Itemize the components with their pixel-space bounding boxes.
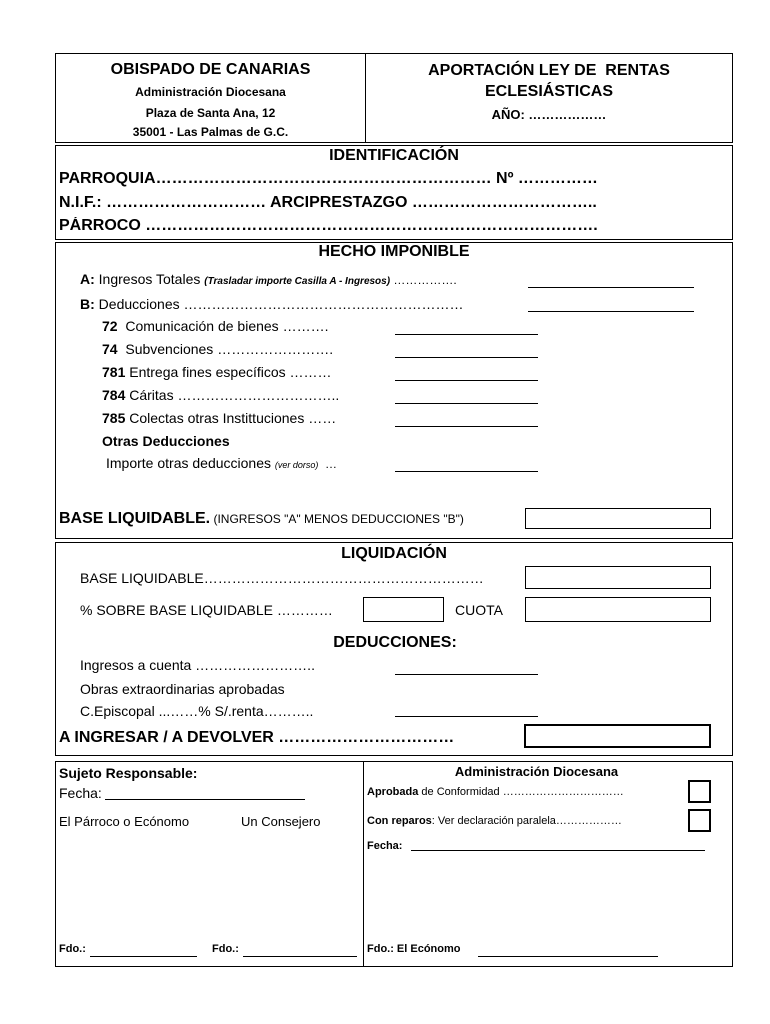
admin-fecha-label: Fecha:	[367, 840, 403, 852]
fdo-consejero-label: Fdo.:	[212, 943, 239, 955]
admin-fecha-input[interactable]	[411, 850, 705, 851]
parroco-field[interactable]: PÁRROCO ………………………………………………………………………….	[59, 217, 598, 234]
sujeto-responsable-label: Sujeto Responsable:	[59, 765, 198, 781]
a-note: (Trasladar importe Casilla A - Ingresos)	[204, 276, 391, 287]
deduccion-code: 74	[102, 341, 118, 357]
deducciones-label	[80, 296, 510, 312]
c-episcopal-input[interactable]	[395, 716, 538, 717]
ingresos-a-cuenta-label: Ingresos a cuenta ……………………..	[80, 657, 315, 673]
base-liquidable-label	[59, 510, 519, 528]
a-dots: …………….	[390, 273, 457, 287]
cuota-label: CUOTA	[455, 602, 503, 618]
deduccion-label: Colectas otras Instittuciones ……	[125, 410, 337, 426]
form-title-line-1: APORTACIÓN LEY DE RENTAS	[428, 62, 670, 79]
otras-dots: …	[318, 457, 338, 471]
org-title: OBISPADO DE CANARIAS	[110, 61, 311, 78]
otras-note: (ver dorso)	[274, 460, 319, 470]
deduccion-item-781	[102, 364, 382, 380]
aprobada-rest: de Conformidad ……………………………	[418, 786, 624, 798]
aprobada-bold: Aprobada	[367, 786, 419, 798]
deduccion-781-input[interactable]	[395, 380, 538, 381]
deduccion-code: 785	[102, 410, 126, 426]
org-line-2: Plaza de Santa Ana, 12	[145, 106, 276, 120]
identificacion-title: IDENTIFICACIÓN	[329, 147, 459, 164]
deduccion-code: 72	[102, 318, 118, 334]
con-reparos-label	[367, 815, 677, 827]
consejero-label: Un Consejero	[241, 814, 321, 829]
a-key: A:	[80, 271, 95, 287]
hecho-imponible-title: HECHO IMPONIBLE	[318, 243, 470, 260]
c-episcopal-label: C.Episcopal ...……% S/.renta………..	[80, 703, 314, 719]
liquidacion-title: LIQUIDACIÓN	[341, 545, 447, 562]
deduccion-label: Cáritas ……………………………..	[125, 387, 340, 403]
ingresos-totales-label	[80, 271, 525, 287]
org-line-1: Administración Diocesana	[135, 85, 286, 99]
aprobada-checkbox[interactable]	[688, 780, 711, 803]
year-field[interactable]: AÑO: ………………	[491, 107, 607, 122]
fdo-consejero-input[interactable]	[243, 956, 357, 957]
deduccion-item-72	[102, 318, 382, 334]
nif-field[interactable]: N.I.F.: ………………………… ARCIPRESTAZGO ……………………………..	[59, 194, 597, 211]
deducciones-total-input[interactable]	[528, 311, 694, 312]
porcentaje-input[interactable]	[363, 597, 444, 622]
obras-extraordinarias-label: Obras extraordinarias aprobadas	[80, 681, 285, 697]
otras-deducciones-label	[106, 455, 386, 471]
fdo-economo-label: Fdo.: El Ecónomo	[367, 943, 461, 955]
fdo-economo-input[interactable]	[478, 956, 658, 957]
footer-fecha-input[interactable]	[105, 799, 305, 800]
reparos-bold: Con reparos	[367, 815, 432, 827]
porcentaje-label: % SOBRE BASE LIQUIDABLE …………	[80, 602, 333, 618]
fdo-parroco-input[interactable]	[90, 956, 197, 957]
otras-deducciones-input[interactable]	[395, 471, 538, 472]
form-title-line-2: ECLESIÁSTICAS	[484, 83, 613, 100]
otras-deducciones-title: Otras Deducciones	[102, 433, 230, 449]
org-line-3: 35001 - Las Palmas de G.C.	[132, 125, 289, 139]
ingresos-a-cuenta-input[interactable]	[395, 674, 538, 675]
cuota-input[interactable]	[525, 597, 711, 622]
deduccion-784-input[interactable]	[395, 403, 538, 404]
a-ingresar-label: A INGRESAR / A DEVOLVER ……………………………	[59, 729, 455, 746]
base-note: (INGRESOS "A" MENOS DEDUCCIONES "B")	[210, 512, 464, 526]
reparos-rest: : Ver declaración paralela………………	[431, 815, 622, 827]
liq-base-input[interactable]	[525, 566, 711, 589]
footer-divider	[363, 761, 364, 967]
admin-diocesana-title: Administración Diocesana	[454, 764, 619, 779]
liq-base-label: BASE LIQUIDABLE……………………………………………………	[80, 570, 484, 586]
b-key: B:	[80, 296, 95, 312]
deduccion-72-input[interactable]	[395, 334, 538, 335]
deduccion-item-74	[102, 341, 382, 357]
parroquia-field[interactable]: PARROQUIA……………………………………………………… Nº ……………	[59, 170, 598, 187]
a-label: Ingresos Totales	[94, 271, 205, 287]
base-liquidable-input[interactable]	[525, 508, 711, 529]
deduccion-item-785	[102, 410, 382, 426]
deduccion-785-input[interactable]	[395, 426, 538, 427]
a-ingresar-input[interactable]	[524, 724, 711, 748]
footer-fecha-label: Fecha:	[59, 785, 102, 801]
deduccion-code: 784	[102, 387, 126, 403]
deduccion-label: Subvenciones …………………….	[117, 341, 334, 357]
parroco-economo-label: El Párroco o Ecónomo	[59, 814, 190, 829]
deduccion-74-input[interactable]	[395, 357, 538, 358]
deduccion-label: Comunicación de bienes ……….	[117, 318, 329, 334]
aprobada-label	[367, 786, 677, 798]
deduccion-label: Entrega fines específicos ………	[125, 364, 332, 380]
base-label: BASE LIQUIDABLE.	[59, 510, 211, 527]
con-reparos-checkbox[interactable]	[688, 809, 711, 832]
deduccion-item-784	[102, 387, 382, 403]
b-label: Deducciones ……………………………………………………	[94, 296, 464, 312]
deduccion-code: 781	[102, 364, 126, 380]
fdo-parroco-label: Fdo.:	[59, 943, 86, 955]
otras-label: Importe otras deducciones	[106, 455, 275, 471]
deducciones-title: DEDUCCIONES:	[333, 634, 457, 651]
ingresos-totales-input[interactable]	[528, 287, 694, 288]
